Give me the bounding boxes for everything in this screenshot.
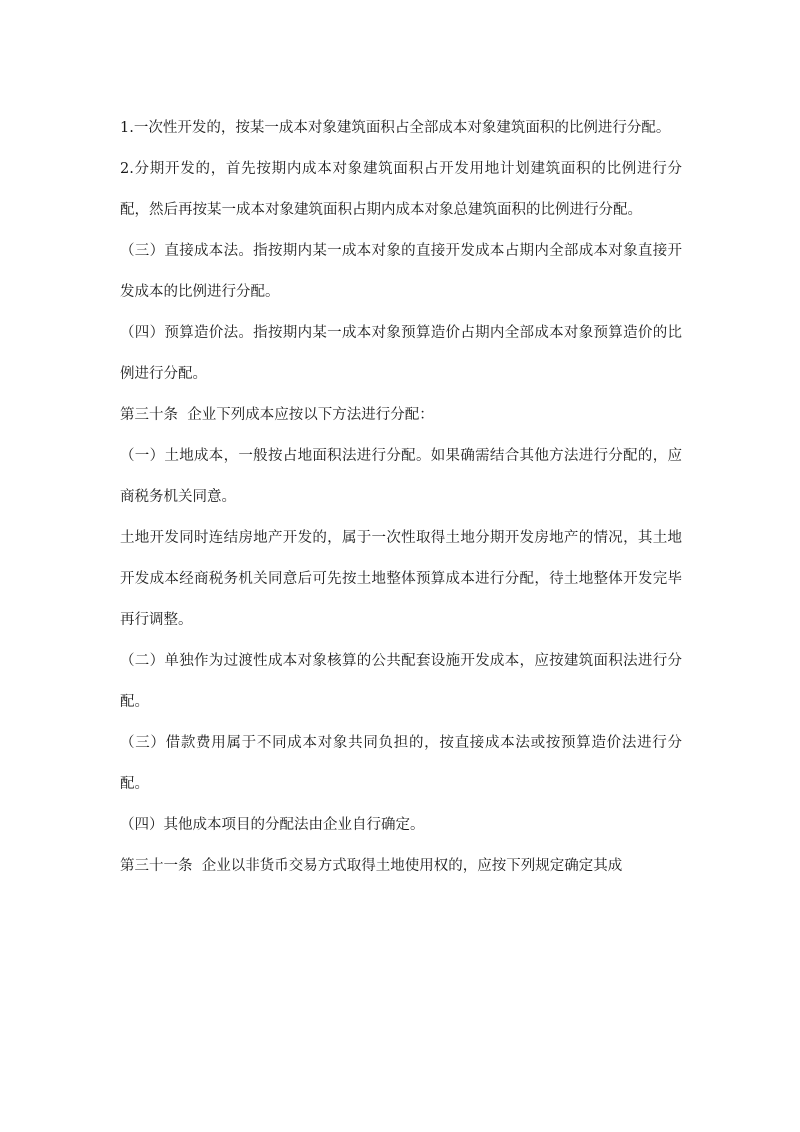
paragraph-1: 1.一次性开发的，按某一成本对象建筑面积占全部成本对象建筑面积的比例进行分配。 xyxy=(120,120,671,136)
paragraph-6: （一）土地成本，一般按占地面积法进行分配。如果确需结合其他方法进行分配的，应商税务机关同意。 xyxy=(120,448,682,505)
article-30-heading: 第三十条 企业下列成本应按以下方法进行分配： xyxy=(120,407,434,423)
paragraph-4: （四）预算造价法。指按期内某一成本对象预算造价占期内全部成本对象预算造价的比例进行分配。 xyxy=(120,325,682,382)
document-body xyxy=(120,108,682,887)
paragraph-2: 2.分期开发的，首先按期内成本对象建筑面积占开发用地计划建筑面积的比例进行分配，然后再按某一成本对象建筑面积占期内成本对象总建筑面积的比例进行分配。 xyxy=(120,161,682,218)
paragraph-9: （三）借款费用属于不同成本对象共同负担的，按直接成本法或按预算造价法进行分配。 xyxy=(120,735,682,792)
paragraph-3: （三）直接成本法。指按期内某一成本对象的直接开发成本占期内全部成本对象直接开发成本的比例进行分配。 xyxy=(120,243,682,300)
paragraph-10: （四）其他成本项目的分配法由企业自行确定。 xyxy=(120,817,425,833)
article-31-heading: 第三十一条 企业以非货币交易方式取得土地使用权的，应按下列规定确定其成 xyxy=(120,858,623,874)
paragraph-7: 土地开发同时连结房地产开发的，属于一次性取得土地分期开发房地产的情况，其土地开发成本经商税务机关同意后可先按土地整体预算成本进行分配，待土地整体开发完毕再行调整。 xyxy=(120,530,682,628)
paragraph-8: （二）单独作为过渡性成本对象核算的公共配套设施开发成本，应按建筑面积法进行分配。 xyxy=(120,653,682,710)
